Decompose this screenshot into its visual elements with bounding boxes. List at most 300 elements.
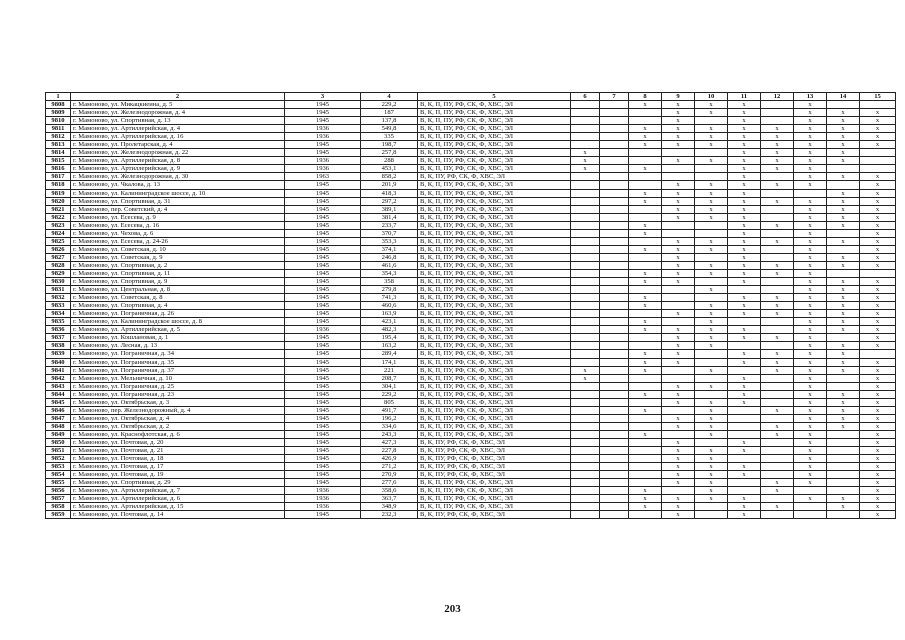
mark-cell: [662, 294, 695, 302]
mark-cell: [571, 286, 600, 294]
mark-cell: x: [794, 205, 827, 213]
mark-cell: x: [662, 133, 695, 141]
mark-cell: [600, 422, 629, 430]
mark-cell: x: [860, 430, 896, 438]
year-cell: 1945: [285, 366, 361, 374]
mark-cell: x: [728, 101, 761, 109]
systems-cell: В, К, П, ПУ, РФ, СК, Ф, ХВС, ЭЛ: [418, 487, 571, 495]
mark-cell: [827, 374, 860, 382]
mark-cell: x: [761, 310, 794, 318]
row-id: 9840: [46, 358, 71, 366]
mark-cell: [827, 101, 860, 109]
mark-cell: x: [794, 133, 827, 141]
systems-cell: В, К, П, ПУ, РФ, СК, Ф, ХВС, ЭЛ: [418, 286, 571, 294]
area-cell: 221: [361, 366, 418, 374]
mark-cell: [662, 165, 695, 173]
year-cell: 1945: [285, 245, 361, 253]
column-header-11: 11: [728, 93, 761, 101]
mark-cell: [761, 101, 794, 109]
mark-cell: x: [794, 261, 827, 269]
mark-cell: x: [695, 181, 728, 189]
mark-cell: x: [860, 181, 896, 189]
table-row: [46, 430, 896, 438]
systems-cell: В, К, П, ПУ, РФ, СК, Ф, ХВС, ЭЛ: [418, 430, 571, 438]
mark-cell: [600, 253, 629, 261]
mark-cell: x: [860, 286, 896, 294]
mark-cell: [728, 430, 761, 438]
mark-cell: x: [629, 294, 662, 302]
mark-cell: x: [794, 422, 827, 430]
year-cell: 1945: [285, 310, 361, 318]
row-id: 9816: [46, 165, 71, 173]
mark-cell: [571, 511, 600, 519]
area-cell: 460,6: [361, 302, 418, 310]
mark-cell: x: [827, 133, 860, 141]
mark-cell: x: [629, 269, 662, 277]
mark-cell: x: [794, 382, 827, 390]
mark-cell: x: [695, 245, 728, 253]
address-cell: г. Мамоново, ул. Спортивная, д. 2: [71, 261, 285, 269]
mark-cell: x: [827, 318, 860, 326]
table-row: [46, 447, 896, 455]
mark-cell: x: [794, 221, 827, 229]
mark-cell: [827, 455, 860, 463]
mark-cell: [600, 463, 629, 471]
year-cell: 1945: [285, 447, 361, 455]
mark-cell: x: [827, 366, 860, 374]
mark-cell: [761, 318, 794, 326]
mark-cell: [571, 342, 600, 350]
mark-cell: [600, 398, 629, 406]
mark-cell: x: [695, 205, 728, 213]
mark-cell: [600, 414, 629, 422]
mark-cell: [662, 221, 695, 229]
table-row: [46, 149, 896, 157]
row-id: 9824: [46, 229, 71, 237]
year-cell: 1945: [285, 205, 361, 213]
column-header-15: 15: [860, 93, 896, 101]
mark-cell: [571, 302, 600, 310]
table-row: [46, 342, 896, 350]
mark-cell: x: [794, 414, 827, 422]
table-row: [46, 253, 896, 261]
mark-cell: x: [728, 495, 761, 503]
year-cell: 1945: [285, 358, 361, 366]
row-id: 9841: [46, 366, 71, 374]
mark-cell: [600, 157, 629, 165]
year-cell: 1945: [285, 382, 361, 390]
mark-cell: [629, 511, 662, 519]
mark-cell: [600, 358, 629, 366]
mark-cell: x: [761, 430, 794, 438]
address-cell: г. Мамоново, ул. Артиллерийская, д. 4: [71, 125, 285, 133]
column-header-14: 14: [827, 93, 860, 101]
mark-cell: x: [827, 221, 860, 229]
mark-cell: x: [794, 109, 827, 117]
area-cell: 418,3: [361, 189, 418, 197]
table-row: [46, 503, 896, 511]
mark-cell: x: [728, 117, 761, 125]
mark-cell: x: [662, 447, 695, 455]
mark-cell: [629, 261, 662, 269]
mark-cell: [571, 390, 600, 398]
row-id: 9850: [46, 438, 71, 446]
mark-cell: [827, 334, 860, 342]
mark-cell: [827, 181, 860, 189]
mark-cell: x: [794, 245, 827, 253]
year-cell: 1945: [285, 350, 361, 358]
table-row: [46, 245, 896, 253]
year-cell: 1945: [285, 455, 361, 463]
systems-cell: В, К, ПУ, РФ, СК, Ф, ХВС, ЭЛ: [418, 438, 571, 446]
systems-cell: В, К, П, ПУ, РФ, СК, Ф, ХВС, ЭЛ: [418, 117, 571, 125]
mark-cell: x: [794, 390, 827, 398]
row-id: 9851: [46, 447, 71, 455]
mark-cell: [761, 245, 794, 253]
table-row: [46, 261, 896, 269]
mark-cell: [571, 430, 600, 438]
mark-cell: x: [695, 269, 728, 277]
systems-cell: В, К, П, ПУ, РФ, СК, Ф, ХВС, ЭЛ: [418, 109, 571, 117]
mark-cell: x: [860, 382, 896, 390]
mark-cell: x: [860, 197, 896, 205]
row-id: 9820: [46, 197, 71, 205]
year-cell: 1945: [285, 342, 361, 350]
mark-cell: x: [662, 503, 695, 511]
mark-cell: x: [794, 430, 827, 438]
mark-cell: x: [860, 294, 896, 302]
area-cell: 137,8: [361, 117, 418, 125]
mark-cell: x: [860, 342, 896, 350]
mark-cell: [571, 471, 600, 479]
year-cell: 1945: [285, 318, 361, 326]
mark-cell: x: [728, 229, 761, 237]
mark-cell: [662, 406, 695, 414]
year-cell: 1945: [285, 390, 361, 398]
column-header-8: 8: [629, 93, 662, 101]
area-cell: 198,7: [361, 141, 418, 149]
address-cell: г. Мамоново, ул. Советская, д. 8: [71, 294, 285, 302]
systems-cell: В, К, П, ПУ, РФ, СК, Ф, ХВС, ЭЛ: [418, 334, 571, 342]
mark-cell: [695, 149, 728, 157]
systems-cell: В, К, П, ПУ, РФ, СК, Ф, ХВС, ЭЛ: [418, 101, 571, 109]
table-row: [46, 302, 896, 310]
area-cell: 335: [361, 133, 418, 141]
mark-cell: x: [827, 294, 860, 302]
year-cell: 1936: [285, 326, 361, 334]
mark-cell: [571, 382, 600, 390]
mark-cell: [600, 189, 629, 197]
mark-cell: x: [695, 495, 728, 503]
column-header-10: 10: [695, 93, 728, 101]
mark-cell: [761, 205, 794, 213]
address-cell: г. Мамоново, ул. Почтовая, д. 19: [71, 471, 285, 479]
mark-cell: x: [794, 278, 827, 286]
row-id: 9819: [46, 189, 71, 197]
mark-cell: x: [761, 149, 794, 157]
systems-cell: В, К, П, ПУ, РФ, СК, Ф, ХВС, ЭЛ: [418, 302, 571, 310]
mark-cell: [695, 117, 728, 125]
mark-cell: x: [860, 109, 896, 117]
address-cell: г. Мамоново, ул. Октябрьская, д. 3: [71, 398, 285, 406]
table-row: [46, 197, 896, 205]
mark-cell: x: [860, 471, 896, 479]
mark-cell: [629, 157, 662, 165]
mark-cell: x: [662, 350, 695, 358]
mark-cell: x: [827, 237, 860, 245]
mark-cell: [761, 447, 794, 455]
row-id: 9831: [46, 286, 71, 294]
mark-cell: x: [629, 101, 662, 109]
mark-cell: x: [695, 125, 728, 133]
address-cell: г. Мамоново, ул. Советская, д. 9: [71, 253, 285, 261]
systems-cell: В, К, П, ПУ, РФ, СК, Ф, ХВС, ЭЛ: [418, 310, 571, 318]
year-cell: 1945: [285, 229, 361, 237]
mark-cell: x: [695, 213, 728, 221]
mark-cell: x: [794, 463, 827, 471]
mark-cell: [600, 350, 629, 358]
mark-cell: x: [728, 438, 761, 446]
mark-cell: x: [794, 342, 827, 350]
area-cell: 229,2: [361, 101, 418, 109]
mark-cell: [600, 302, 629, 310]
mark-cell: x: [695, 197, 728, 205]
mark-cell: [571, 447, 600, 455]
mark-cell: [662, 318, 695, 326]
row-id: 9835: [46, 318, 71, 326]
mark-cell: x: [794, 117, 827, 125]
area-cell: 270,9: [361, 471, 418, 479]
mark-cell: x: [794, 406, 827, 414]
mark-cell: [600, 286, 629, 294]
systems-cell: В, К, П, ПУ, РФ, СК, Ф, ХВС, ЭЛ: [418, 414, 571, 422]
mark-cell: x: [761, 141, 794, 149]
mark-cell: x: [761, 165, 794, 173]
mark-cell: x: [860, 358, 896, 366]
mark-cell: x: [695, 133, 728, 141]
mark-cell: x: [860, 398, 896, 406]
mark-cell: [761, 374, 794, 382]
systems-cell: В, К, П, ПУ, РФ, СК, Ф, ХВС, ЭЛ: [418, 237, 571, 245]
mark-cell: x: [794, 165, 827, 173]
mark-cell: x: [662, 479, 695, 487]
systems-cell: В, К, П, ПУ, РФ, СК, Ф, ХВС, ЭЛ: [418, 422, 571, 430]
mark-cell: [728, 414, 761, 422]
mark-cell: x: [860, 221, 896, 229]
mark-cell: x: [662, 157, 695, 165]
mark-cell: [827, 245, 860, 253]
systems-cell: В, К, П, ПУ, РФ, СК, Ф, ХВС, ЭЛ: [418, 269, 571, 277]
address-cell: г. Мамоново, пер. Советский, д. 4: [71, 205, 285, 213]
mark-cell: x: [794, 398, 827, 406]
mark-cell: [600, 261, 629, 269]
mark-cell: x: [860, 438, 896, 446]
row-id: 9832: [46, 294, 71, 302]
mark-cell: x: [728, 294, 761, 302]
mark-cell: x: [629, 326, 662, 334]
mark-cell: [761, 455, 794, 463]
mark-cell: [629, 149, 662, 157]
mark-cell: x: [662, 414, 695, 422]
mark-cell: [761, 286, 794, 294]
mark-cell: x: [761, 334, 794, 342]
mark-cell: [860, 157, 896, 165]
year-cell: 1936: [285, 125, 361, 133]
mark-cell: [571, 245, 600, 253]
mark-cell: x: [662, 141, 695, 149]
mark-cell: x: [571, 366, 600, 374]
table-row: [46, 406, 896, 414]
table-row: [46, 350, 896, 358]
year-cell: 1936: [285, 133, 361, 141]
mark-cell: [629, 310, 662, 318]
mark-cell: x: [571, 165, 600, 173]
area-cell: 271,2: [361, 463, 418, 471]
systems-cell: В, К, ПУ, РФ, СК, Ф, ХВС, ЭЛ: [418, 173, 571, 181]
mark-cell: x: [662, 109, 695, 117]
mark-cell: x: [695, 455, 728, 463]
mark-cell: [662, 286, 695, 294]
systems-cell: В, К, П, ПУ, РФ, СК, Ф, ХВС, ЭЛ: [418, 406, 571, 414]
mark-cell: [600, 221, 629, 229]
systems-cell: В, К, П, ПУ, РФ, СК, Ф, ХВС, ЭЛ: [418, 165, 571, 173]
mark-cell: [761, 189, 794, 197]
area-cell: 426,9: [361, 455, 418, 463]
year-cell: 1945: [285, 463, 361, 471]
mark-cell: [571, 455, 600, 463]
mark-cell: x: [662, 197, 695, 205]
systems-cell: В, К, П, ПУ, РФ, СК, Ф, ХВС, ЭЛ: [418, 205, 571, 213]
table-row: [46, 398, 896, 406]
mark-cell: x: [827, 503, 860, 511]
row-id: 9809: [46, 109, 71, 117]
mark-cell: [571, 487, 600, 495]
mark-cell: x: [794, 269, 827, 277]
mark-cell: [860, 149, 896, 157]
mark-cell: x: [860, 310, 896, 318]
page-number: 203: [444, 603, 461, 615]
mark-cell: x: [695, 463, 728, 471]
row-id: 9853: [46, 463, 71, 471]
mark-cell: [571, 414, 600, 422]
mark-cell: [571, 479, 600, 487]
table-row: [46, 109, 896, 117]
mark-cell: x: [662, 382, 695, 390]
mark-cell: [695, 350, 728, 358]
mark-cell: [827, 463, 860, 471]
mark-cell: [827, 165, 860, 173]
mark-cell: x: [629, 125, 662, 133]
mark-cell: x: [827, 149, 860, 157]
mark-cell: [571, 318, 600, 326]
year-cell: 1936: [285, 157, 361, 165]
area-cell: 279,8: [361, 286, 418, 294]
systems-cell: В, К, П, ПУ, РФ, СК, Ф, ХВС, ЭЛ: [418, 495, 571, 503]
mark-cell: x: [629, 318, 662, 326]
mark-cell: [662, 366, 695, 374]
mark-cell: [600, 197, 629, 205]
address-cell: г. Мамоново, ул. Пограничная, д. 26: [71, 310, 285, 318]
mark-cell: x: [629, 302, 662, 310]
systems-cell: В, К, ПУ, РФ, СК, Ф, ХВС, ЭЛ: [418, 511, 571, 519]
mark-cell: [600, 326, 629, 334]
table-row: [46, 165, 896, 173]
mark-cell: x: [695, 471, 728, 479]
table-row: [46, 117, 896, 125]
mark-cell: [662, 487, 695, 495]
systems-cell: В, К, П, ПУ, РФ, СК, Ф, ХВС, ЭЛ: [418, 374, 571, 382]
mark-cell: x: [629, 406, 662, 414]
mark-cell: x: [860, 125, 896, 133]
mark-cell: x: [629, 358, 662, 366]
mark-cell: x: [794, 455, 827, 463]
mark-cell: x: [662, 463, 695, 471]
mark-cell: x: [860, 479, 896, 487]
mark-cell: x: [794, 141, 827, 149]
year-cell: 1945: [285, 141, 361, 149]
year-cell: 1945: [285, 471, 361, 479]
mark-cell: [695, 253, 728, 261]
mark-cell: x: [695, 382, 728, 390]
mark-cell: x: [728, 197, 761, 205]
mark-cell: [761, 398, 794, 406]
area-cell: 805: [361, 398, 418, 406]
mark-cell: [571, 398, 600, 406]
mark-cell: [600, 511, 629, 519]
mark-cell: x: [761, 269, 794, 277]
systems-cell: В, К, ПУ, РФ, СК, Ф, ХВС, ЭЛ: [418, 455, 571, 463]
mark-cell: x: [794, 447, 827, 455]
mark-cell: [600, 455, 629, 463]
mark-cell: x: [827, 342, 860, 350]
area-cell: 201,9: [361, 181, 418, 189]
mark-cell: [728, 406, 761, 414]
mark-cell: x: [761, 125, 794, 133]
mark-cell: [600, 366, 629, 374]
mark-cell: x: [728, 374, 761, 382]
address-cell: г. Мамоново, ул. Чкалова, д. 13: [71, 181, 285, 189]
area-cell: 427,3: [361, 438, 418, 446]
mark-cell: x: [827, 390, 860, 398]
table-row: [46, 471, 896, 479]
area-cell: 354,3: [361, 269, 418, 277]
table-row: [46, 173, 896, 181]
area-cell: 482,3: [361, 326, 418, 334]
column-header-3: 3: [285, 93, 361, 101]
row-id: 9818: [46, 181, 71, 189]
mark-cell: [600, 237, 629, 245]
area-cell: 363,7: [361, 495, 418, 503]
mark-cell: x: [728, 398, 761, 406]
mark-cell: x: [794, 374, 827, 382]
mark-cell: x: [695, 109, 728, 117]
column-header-7: 7: [600, 93, 629, 101]
year-cell: 1945: [285, 117, 361, 125]
mark-cell: x: [827, 261, 860, 269]
row-id: 9817: [46, 173, 71, 181]
row-id: 9828: [46, 261, 71, 269]
mark-cell: x: [827, 406, 860, 414]
systems-cell: В, К, П, ПУ, РФ, СК, Ф, ХВС, ЭЛ: [418, 157, 571, 165]
mark-cell: x: [629, 390, 662, 398]
year-cell: 1945: [285, 261, 361, 269]
table-row: [46, 205, 896, 213]
mark-cell: x: [662, 253, 695, 261]
mark-cell: x: [728, 511, 761, 519]
area-cell: 348,9: [361, 503, 418, 511]
mark-cell: x: [827, 414, 860, 422]
year-cell: 1945: [285, 302, 361, 310]
